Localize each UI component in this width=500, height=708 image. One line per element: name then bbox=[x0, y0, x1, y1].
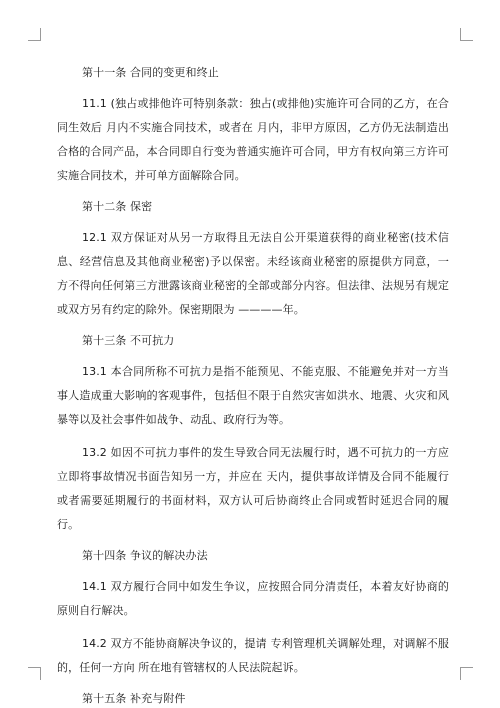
clause-13-2: 13.2 如因不可抗力事件的发生导致合同无法履行时，遇不可抗力的一方应立即将事故情况书面告知另一方，并应在 天内，提供事故详情及合同不能履行或者需要延期履行的书面材料，双方认可后协商终止合同或暂时延迟合同的履行。 bbox=[57, 446, 449, 531]
clause-11-1: 11.1 (独占或排他许可特别条款：独占(或排他)实施许可合同的乙方，在合同生效后 月内不实施合同技术，或者在 月内，非甲方原因，乙方仍无法制造出合格的合同产品，本合同即自行变为普通实施许可合同，甲方有权向第三方许可实施合同技术，并可单方面解除合同。 bbox=[57, 97, 449, 182]
crop-mark-bottom-left bbox=[28, 667, 41, 680]
crop-mark-top-left bbox=[28, 28, 41, 41]
clause-14-1: 14.1 双方履行合同中如发生争议，应按照合同分清责任，本着友好协商的原则自行解决。 bbox=[57, 580, 449, 617]
article-11-heading: 第十一条 合同的变更和终止 bbox=[82, 66, 219, 79]
article-12-heading: 第十二条 保密 bbox=[82, 200, 153, 213]
document-body bbox=[57, 64, 449, 708]
article-13-heading: 第十三条 不可抗力 bbox=[82, 334, 175, 347]
clause-14-2: 14.2 双方不能协商解决争议的，提请 专利管理机关调解处理，对调解不服的，任何一方向 所在地有管辖权的人民法院起诉。 bbox=[57, 637, 449, 674]
clause-13-1: 13.1 本合同所称不可抗力是指不能预见、不能克服、不能避免并对一方当事人造成重大影响的客观事件，包括但不限于自然灾害如洪水、地震、火灾和风暴等以及社会事件如战争、动乱、政府行为等。 bbox=[57, 365, 449, 426]
article-15-heading: 第十五条 补充与附件 bbox=[82, 692, 186, 705]
clause-12-1: 12.1 双方保证对从另一方取得且无法自公开渠道获得的商业秘密(技术信息、经营信息及其他商业秘密)予以保密。未经该商业秘密的原提供方同意，一方不得向任何第三方泄露该商业秘密的全部或部分内容。但法律、法规另有规定或双方另有约定的除外。保密期限为 ————年。 bbox=[57, 231, 449, 316]
crop-mark-top-right bbox=[460, 28, 473, 41]
article-14-heading: 第十四条 争议的解决办法 bbox=[82, 549, 208, 562]
crop-mark-bottom-right bbox=[460, 667, 473, 680]
